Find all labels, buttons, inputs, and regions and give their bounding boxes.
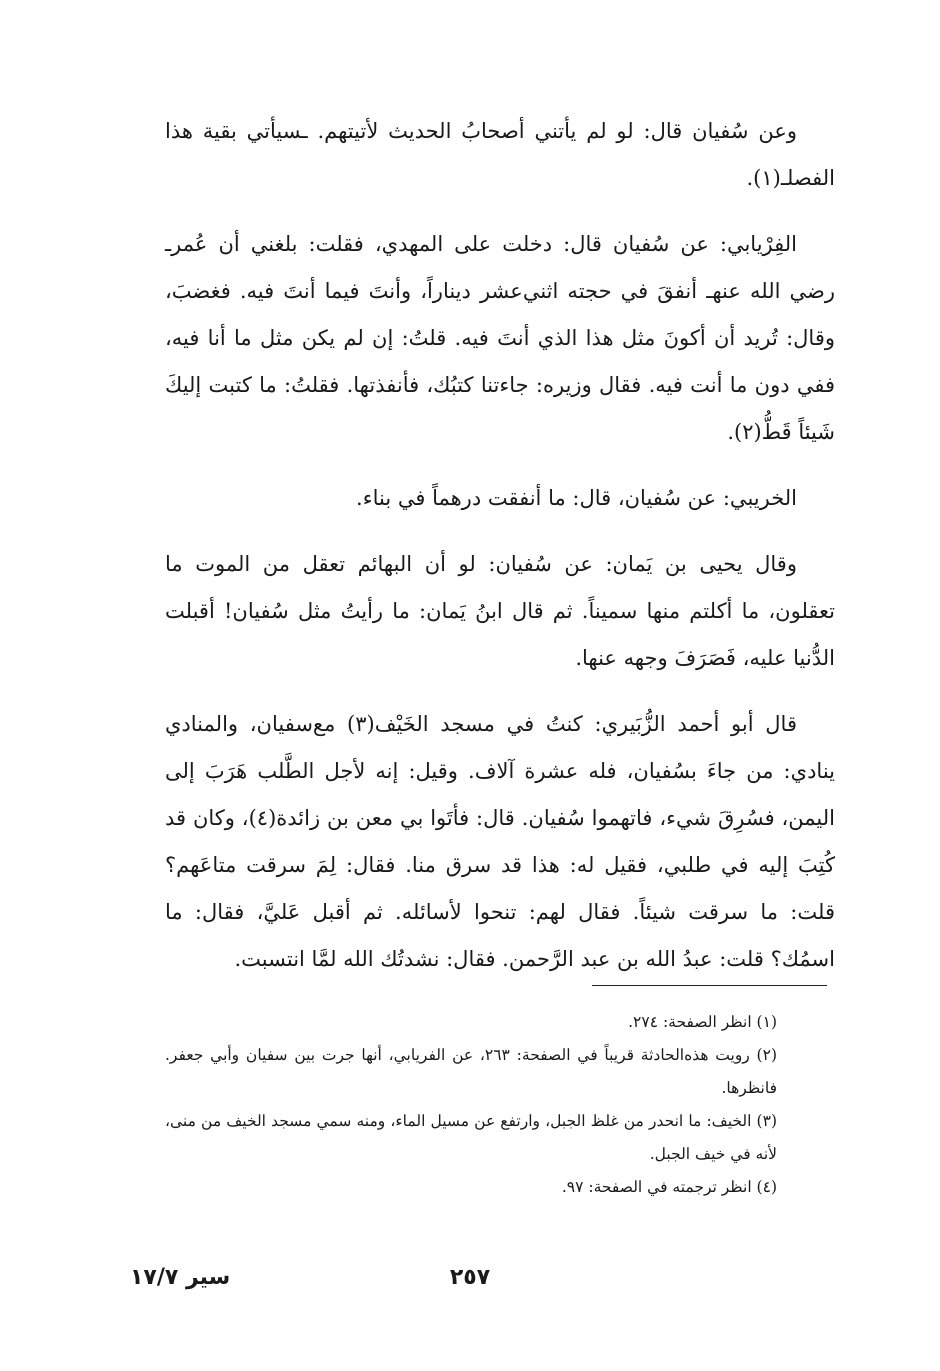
page-number: ٢٥٧	[449, 1265, 491, 1290]
footnotes	[165, 1006, 825, 1204]
paragraph-5: قال أبو أحمد الزُّبَيري: كنتُ في مسجد الخَيْف(٣) مع‌سفيان، والمنادي ينادي: من جاءَ بسُفيان، فله عشرة آلاف. وقيل: إنه لأجل الطَّلب هَرَبَ إلى اليمن، فسُرِقَ شيء، فاتهموا سُفيان. قال: فأتَوا بي معن بن زائدة(٤)، وكان قد كُتِبَ إليه في طلبي، فقيل له: هذا قد سرق منا. فقال: لِمَ سرقت متاعَهم؟ قلت: ما سرقت شيئاً. فقال لهم: تنحوا لأسائله. ثم أقبل عَليَّ، فقال: ما اسمُك؟ قلت: عبدُ الله بن عبد الرَّحمن. فقال: نشدتُك الله لمَّا انتسبت.	[165, 712, 835, 971]
footnote-1: (١) انظر الصفحة: ٢٧٤.	[628, 1013, 777, 1031]
paragraph-3: الخريبي: عن سُفيان، قال: ما أنفقت درهماً في بناء.	[356, 486, 797, 510]
footnote-4: (٤) انظر ترجمته في الصفحة: ٩٧.	[561, 1178, 777, 1196]
paragraph-4: وقال يحيى بن يَمان: عن سُفيان: لو أن البهائم تعقل من الموت ما تعقلون، ما أكلتم منها سميناً. ثم قال ابنُ يَمان: ما رأيتُ مثل سُفيان! أقبلت الدُّنيا عليه، فَصَرَفَ وجهه عنها.	[165, 552, 835, 670]
footnote-2: (٢) رويت هذه‌الحادثة قريباً في الصفحة: ٢٦٣، عن الفريابي، أنها جرت بين سفيان وأبي جعفر. فانظرها.	[165, 1046, 777, 1097]
printer-signature: سير ١٧/٧	[130, 1265, 231, 1290]
footnote-3: (٣) الخيف: ما انحدر من غلظ الجبل، وارتفع عن مسيل الماء، ومنه سمي مسجد الخيف من منى، لأنه في خيف الجبل.	[165, 1112, 777, 1163]
paragraph-1: وعن سُفيان قال: لو لم يأتني أصحابُ الحديث لأتيتهم. ـسيأتي بقية هذا الفصلـ(١).	[165, 119, 835, 190]
footnote-divider	[592, 985, 827, 986]
main-text	[165, 108, 835, 1002]
paragraph-2: الفِرْيابي: عن سُفيان قال: دخلت على المهدي، فقلت: بلغني أن عُمرـ رضي الله عنهـ أنفقَ في حجته اثني‌عشر ديناراً، وأنتَ فيما أنتَ فيه. فغضبَ، وقال: تُريد أن أكونَ مثل هذا الذي أنتَ فيه. قلتُ: إن لم يكن مثل ما أنا فيه، ففي دون ما أنت فيه. فقال وزيره: جاءتنا كتبُك، فأنفذتها. فقلتُ: ما كتبت إليكَ شَيئاً قَطُّ(٢).	[165, 232, 835, 444]
